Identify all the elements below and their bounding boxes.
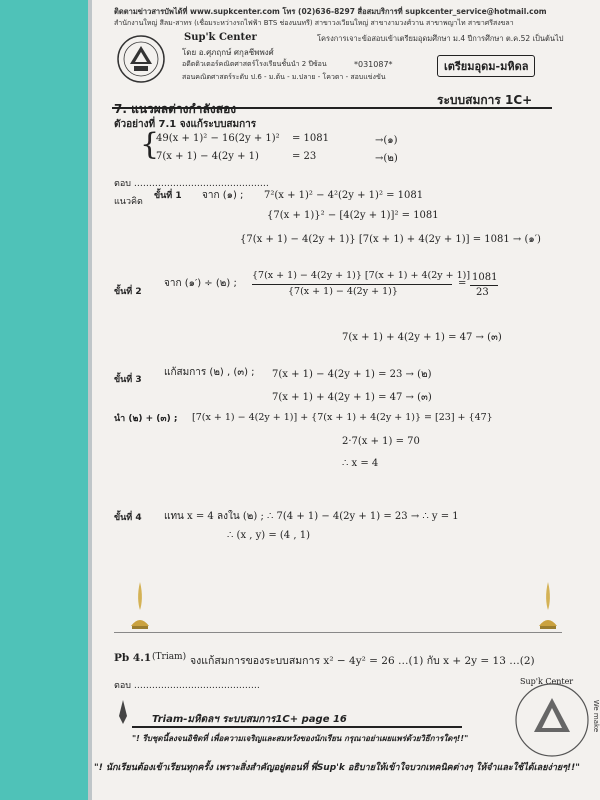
step4-line: แทน x = 4 ลงใน (๒) ; ∴ 7(4 + 1) − 4(2y + 1) = 23 → ∴ y = 1 <box>164 511 459 522</box>
tutor-by-line: โดย อ.ศุภฤกษ์ ศกุลชีพพงศ์ <box>182 48 274 57</box>
practice-question: จงแก้สมการของระบบสมการ x² − 4y² = 26 …(1) กับ x + 2y = 13 …(2) <box>190 655 535 667</box>
system-brace: { <box>140 127 160 162</box>
step2-result: 7(x + 1) + 4(2y + 1) = 47 → (๓) <box>342 332 502 343</box>
step3-add-line: [7(x + 1) − 4(2y + 1)] + {7(x + 1) + 4(2y + 1)} = [23] + {47} <box>192 412 493 423</box>
stamp-text: Sup'k Center <box>520 677 574 686</box>
practice-answer-line: ตอบ …………………………………… <box>114 681 260 691</box>
approach-label: แนวคิด <box>114 197 143 207</box>
step3-add-label: นำ (๒) + (๓) ; <box>114 414 178 424</box>
step1-line1: 7²(x + 1)² − 4²(2y + 1)² = 1081 <box>264 190 424 201</box>
project-line: โครงการเจาะข้อสอบเข้าเตรียมอุดมศึกษา ม.4 ปีการศึกษา ต.ค.52 เป็นต้นไป <box>317 34 564 43</box>
logo-emblem <box>116 34 166 84</box>
step1-label: ขั้นที่ 1 <box>154 191 182 201</box>
brand-name: Sup'k Center <box>184 32 257 43</box>
step2-label: ขั้นที่ 2 <box>114 287 142 297</box>
system-badge: ระบบสมการ 1C+ <box>437 93 533 107</box>
step3-line2: 7(x + 1) + 4(2y + 1) = 47 → (๓) <box>272 392 432 403</box>
practice-divider <box>114 632 562 633</box>
stamp-emblem <box>512 680 592 760</box>
page-label: Triam-มหิดลฯ ระบบสมการ1C+ page 16 <box>152 714 347 725</box>
step3-line4: 2·7(x + 1) = 70 <box>342 436 420 447</box>
step1-line2: {7(x + 1)}² − [4(2y + 1)]² = 1081 <box>267 210 439 221</box>
tutor-line: อดีตติวเตอร์คณิตศาสตร์โรงเรียนชั้นนำ 2 ปีซ้อน <box>182 60 327 68</box>
step2-from: จาก (๑′) ÷ (๒) ; <box>164 278 237 289</box>
eq1-rhs: = 1081 <box>292 133 330 144</box>
eq2-lhs: 7(x + 1) − 4(2y + 1) <box>156 151 259 162</box>
step2-numerator: {7(x + 1) − 4(2y + 1)} [7(x + 1) + 4(2y + 1)] <box>252 270 471 281</box>
footer-rule <box>132 726 462 728</box>
barcode-code: *031087* <box>354 60 393 69</box>
step2-fraction-bar <box>252 284 452 285</box>
section-title: 7. แนวผลต่างกำลังสอง <box>114 102 237 116</box>
contact-line: ติดตามข่าวสารบัพได้ที่ www.supkcenter.com โทร (02)636-8297 สื่อสมบริการที่ supkcenter_service@hotmail.com <box>114 7 547 16</box>
step4-label: ขั้นที่ 4 <box>114 513 142 523</box>
lamp-right-icon <box>536 580 560 644</box>
address-line: สำนักงานใหญ่ สีลม-สาทร (เชื่อมระหว่างรถไฟฟ้า BTS ช่องนนทรี) สาขาวงเวียนใหญ่ สาขางามวงศ์วาน สาขาพญาไท สาขาศรีสงขลา <box>114 19 514 27</box>
step3-line5: ∴ x = 4 <box>342 458 379 469</box>
levels-line: สอนคณิตศาสตร์ระดับ ป.6 - ม.ต้น - ม.ปลาย - โควตา - สอบแข่งขัน <box>182 73 386 81</box>
eq2-rhs: = 23 <box>292 151 317 162</box>
step2-denominator: {7(x + 1) − 4(2y + 1)} <box>288 286 398 297</box>
example-answer-line: ตอบ ……………………………………… <box>114 179 269 189</box>
example-label: ตัวอย่างที่ 7.1 จงแก้ระบบสมการ <box>114 119 257 130</box>
step2-rhs-denominator: 23 <box>476 287 489 298</box>
step1-from: จาก (๑) ; <box>202 190 244 201</box>
bottom-banner: "! นักเรียนต้องเข้าเรียนทุกครั้ง เพราะสิ่งสำคัญอยู่ตอนที่ พี่Sup'k อธิบายให้เข้าใจบวกเทคนิคต่างๆ ให้จำและใช้ได้เลยง่ายๆ!!" <box>94 763 580 773</box>
eq2-tag: →(๒) <box>375 153 398 164</box>
eq1-lhs: 49(x + 1)² − 16(2y + 1)² <box>156 133 280 144</box>
step3-line1: 7(x + 1) − 4(2y + 1) = 23 → (๒) <box>272 369 432 380</box>
step2-rhs-bar <box>470 285 498 286</box>
step4-result: ∴ (x , y) = (4 , 1) <box>227 530 310 541</box>
pen-icon <box>116 700 130 728</box>
lamp-left-icon <box>128 580 152 644</box>
step3-from: แก้สมการ (๒) , (๓) ; <box>164 367 255 378</box>
footer-quote: "! รีบชุดนี้ลงจนอิชิดที่ เพื่อความเจริญและสมหวังของนักเรียน กรุณาอย่าเผยแพร่ด้วยวิธีการใดๆ!!" <box>132 734 469 743</box>
prep-badge: เตรียมอุดม-มหิดล <box>437 55 535 77</box>
stamp-side-text: We make <box>592 699 600 733</box>
practice-source: (Triam) <box>152 652 187 662</box>
step2-equals: = <box>458 278 467 289</box>
eq1-tag: →(๑) <box>375 135 398 146</box>
step1-line3: {7(x + 1) − 4(2y + 1)} [7(x + 1) + 4(2y + 1)] = 1081 → (๑′) <box>240 234 541 245</box>
step3-label: ขั้นที่ 3 <box>114 375 142 385</box>
step2-rhs-numerator: 1081 <box>472 272 498 283</box>
practice-label: Pb 4.1 <box>114 652 152 664</box>
document-page <box>92 0 600 800</box>
